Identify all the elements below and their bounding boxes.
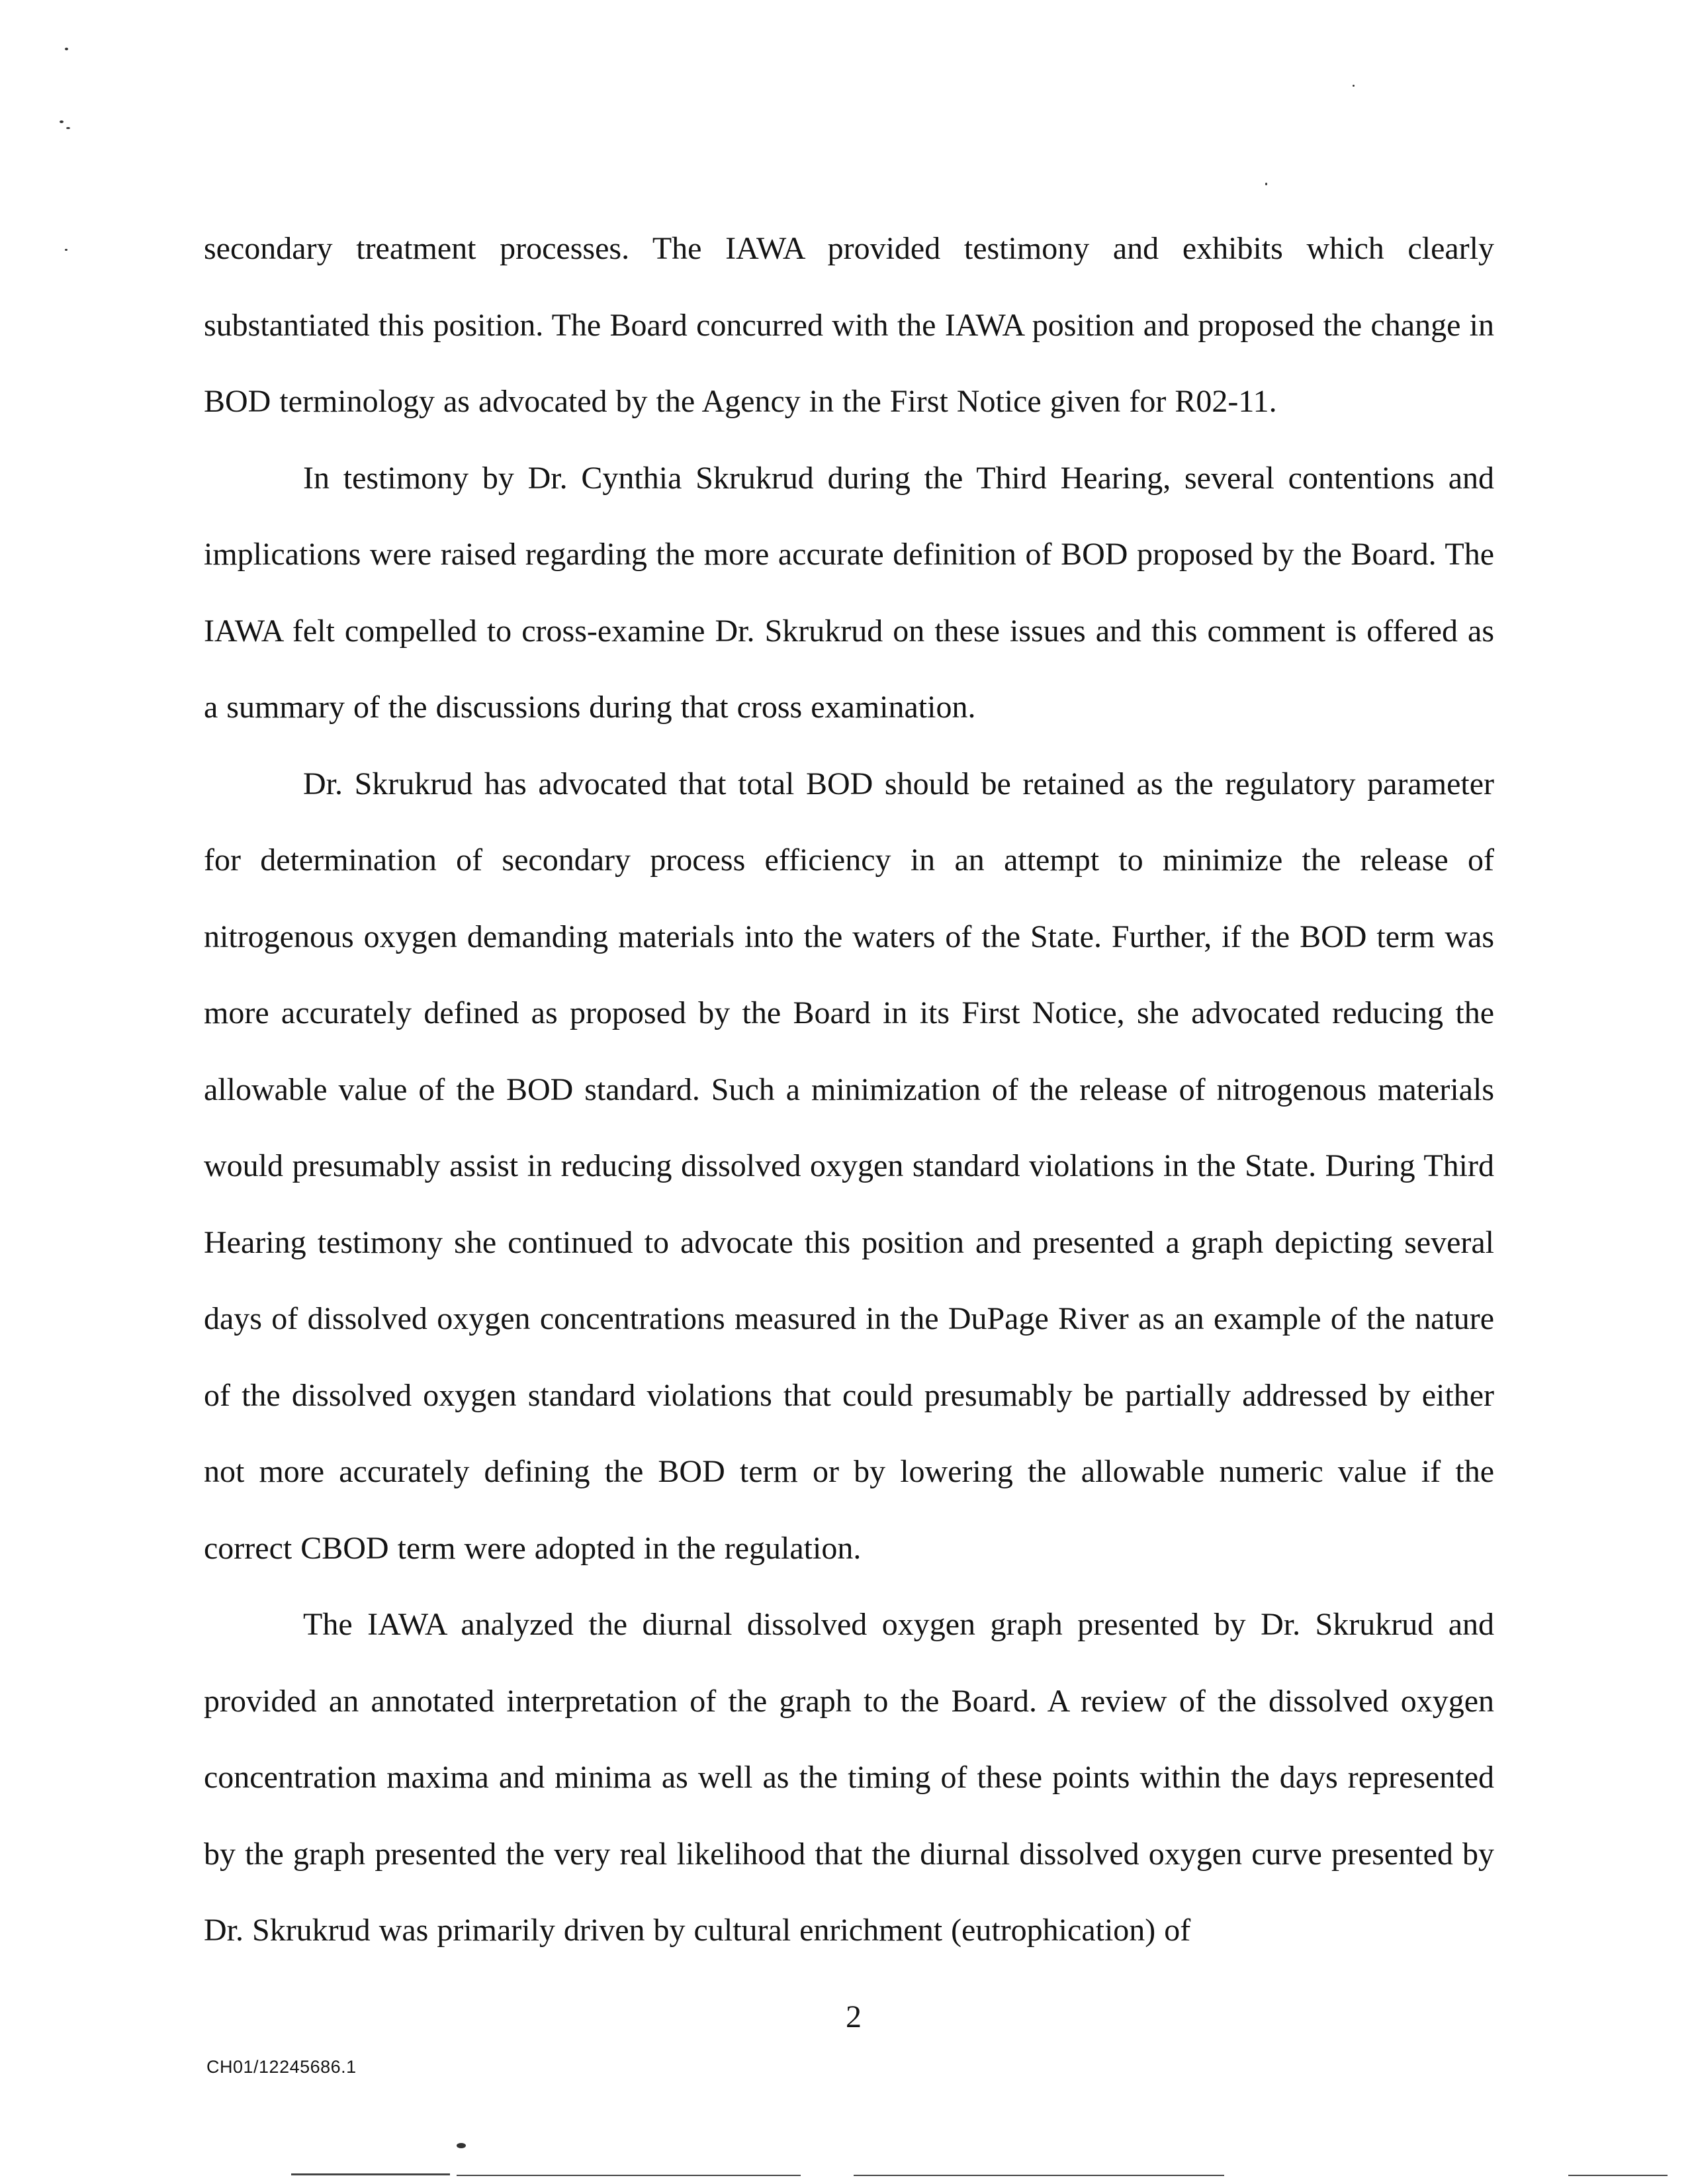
scan-speck xyxy=(60,120,64,123)
scan-speck xyxy=(66,127,70,129)
scan-speck xyxy=(1353,85,1355,87)
footer-rule xyxy=(854,2175,1224,2176)
scan-speck xyxy=(1265,183,1267,185)
paragraph-3: Dr. Skrukrud has advocated that total BOD should be retained as the regulatory parameter for determination of secondary process efficiency in an attempt to minimize the release of nitrogenous oxygen demanding materials into the waters of the State. Further, if the BOD term was more accurately defined as proposed by the Board in its First Notice, she advocated reducing the allowable value of the BOD standard. Such a minimization of the release of nitrogenous materials would presumably assist in reducing dissolved oxygen standard violations in the State. During Third Hearing testimony she continued to advocate this position and presented a graph depicting several days of dissolved oxygen concentrations measured in the DuPage River as an example of the nature of the dissolved oxygen standard violations that could presumably be partially addressed by either not more accurately defining the BOD term or by lowering the allowable numeric value if the correct CBOD term were adopted in the regulation. xyxy=(204,766,1494,1566)
footer-rule xyxy=(291,2173,450,2175)
scan-speck xyxy=(457,2143,466,2148)
document-id: CH01/12245686.1 xyxy=(206,2057,357,2077)
page-number: 2 xyxy=(846,1999,862,2034)
scan-speck xyxy=(65,48,68,50)
scan-speck xyxy=(65,249,67,251)
footer-rule xyxy=(457,2175,801,2176)
paragraph-1: secondary treatment processes. The IAWA provided testimony and exhibits which clearly substantiated this position. The Board concurred with the IAWA position and proposed the change in BOD terminology as advocated by the Agency in the First Notice given for R02-11. xyxy=(204,231,1494,419)
paragraph-4: The IAWA analyzed the diurnal dissolved oxygen graph presented by Dr. Skrukrud and provided an annotated interpretation of the graph to the Board. A review of the dissolved oxygen concentration maxima and minima as well as the timing of these points within the days represented by the graph presented the very real likelihood that the diurnal dissolved oxygen curve presented by Dr. Skrukrud was primarily driven by cultural enrichment (eutrophication) of xyxy=(204,1607,1494,1948)
paragraph-2: In testimony by Dr. Cynthia Skrukrud during the Third Hearing, several contentions and implications were raised regarding the more accurate definition of BOD proposed by the Board. The IAWA felt compelled to cross-examine Dr. Skrukrud on these issues and this comment is offered as a summary of the discussions during that cross examination. xyxy=(204,460,1494,725)
footer-rule xyxy=(1568,2175,1668,2176)
document-body xyxy=(204,210,1494,1969)
